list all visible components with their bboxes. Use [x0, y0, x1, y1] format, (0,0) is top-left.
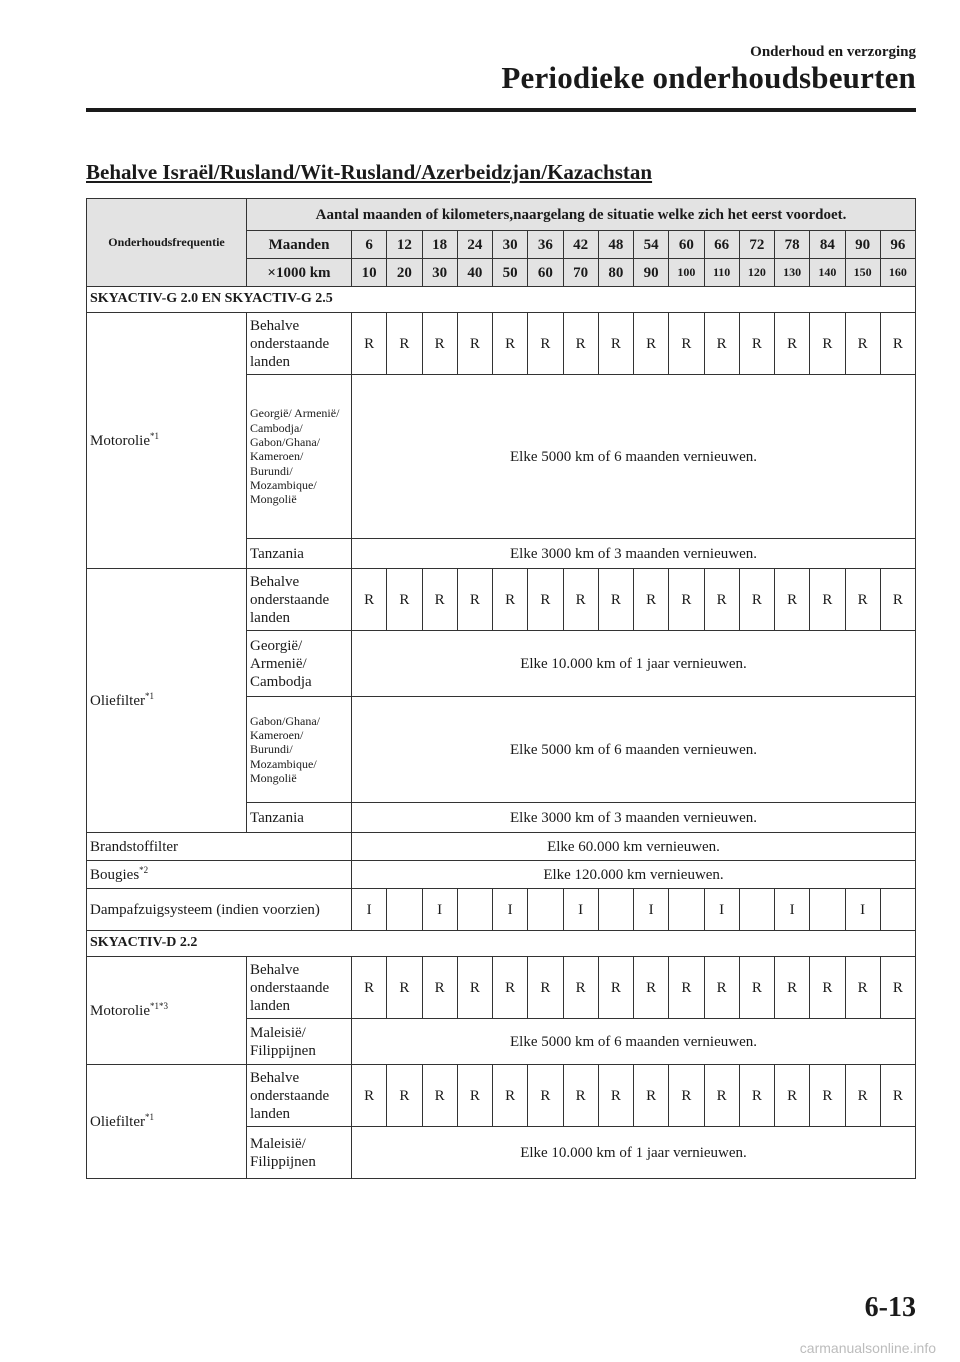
km-cell: 50: [493, 259, 528, 287]
replace-mark: R: [669, 313, 704, 375]
replace-mark: R: [704, 569, 739, 631]
region-maleisie: Maleisië/ Filippijnen: [247, 1019, 352, 1065]
replace-mark: R: [563, 569, 598, 631]
km-cell: 60: [528, 259, 563, 287]
month-cell: 42: [563, 231, 598, 259]
replace-mark: R: [775, 1065, 810, 1127]
interval-text: Elke 120.000 km vernieuwen.: [352, 861, 916, 889]
region-other-countries: Behalve onderstaande landen: [247, 957, 352, 1019]
replace-mark: R: [810, 569, 845, 631]
replace-mark: R: [845, 957, 880, 1019]
region-tanzania: Tanzania: [247, 539, 352, 569]
month-cell: 78: [775, 231, 810, 259]
month-cell: 90: [845, 231, 880, 259]
km-cell: 90: [634, 259, 669, 287]
replace-mark: R: [422, 957, 457, 1019]
interval-text: Elke 5000 km of 6 maanden vernieuwen.: [352, 1019, 916, 1065]
km-cell: 140: [810, 259, 845, 287]
replace-mark: R: [810, 1065, 845, 1127]
replace-mark: R: [352, 957, 387, 1019]
replace-mark: R: [422, 569, 457, 631]
month-cell: 12: [387, 231, 422, 259]
region-other-countries: Behalve onderstaande landen: [247, 1065, 352, 1127]
row-label-motorolie-diesel: Motorolie$^{*1*3}$: [87, 957, 247, 1065]
section-title: Behalve Israël/Rusland/Wit-Rusland/Azerbeidzjan/Kazachstan: [86, 160, 653, 184]
replace-mark: R: [528, 569, 563, 631]
replace-mark: R: [493, 313, 528, 375]
interval-text: Elke 60.000 km vernieuwen.: [352, 833, 916, 861]
replace-mark: R: [634, 1065, 669, 1127]
replace-mark: R: [387, 1065, 422, 1127]
row-label-oliefilter: Oliefilter$^{*1}$: [87, 569, 247, 833]
replace-mark: R: [563, 957, 598, 1019]
inspect-mark: I: [422, 889, 457, 931]
replace-mark: R: [880, 569, 915, 631]
replace-mark: R: [387, 569, 422, 631]
region-georgia-short: Georgië/ Armenië/ Cambodja: [247, 631, 352, 697]
replace-mark: R: [493, 1065, 528, 1127]
interval-text: Elke 5000 km of 6 maanden vernieuwen.: [352, 697, 916, 803]
inspect-mark: I: [563, 889, 598, 931]
replace-mark: R: [669, 569, 704, 631]
km-cell: 40: [457, 259, 492, 287]
replace-mark: R: [880, 957, 915, 1019]
replace-mark: R: [598, 957, 633, 1019]
watermark: carmanualsonline.info: [799, 1340, 936, 1356]
replace-mark: R: [704, 1065, 739, 1127]
replace-mark: R: [493, 569, 528, 631]
interval-text: Elke 5000 km of 6 maanden vernieuwen.: [352, 375, 916, 539]
interval-text: Elke 10.000 km of 1 jaar vernieuwen.: [352, 1127, 916, 1179]
month-cell: 48: [598, 231, 633, 259]
replace-mark: R: [669, 957, 704, 1019]
replace-mark: R: [598, 569, 633, 631]
empty-cell: [739, 889, 774, 931]
replace-mark: R: [845, 569, 880, 631]
inspect-mark: I: [352, 889, 387, 931]
month-cell: 30: [493, 231, 528, 259]
row-label-motorolie: Motorolie$^{*1}$: [87, 313, 247, 569]
inspect-mark: I: [634, 889, 669, 931]
replace-mark: R: [528, 957, 563, 1019]
replace-mark: R: [634, 957, 669, 1019]
interval-text: Elke 3000 km of 3 maanden vernieuwen.: [352, 803, 916, 833]
region-tanzania: Tanzania: [247, 803, 352, 833]
replace-mark: R: [352, 569, 387, 631]
row-label-oliefilter-diesel: Oliefilter$^{*1}$: [87, 1065, 247, 1179]
months-label: Maanden: [247, 231, 352, 259]
region-other-countries: Behalve onderstaande landen: [247, 313, 352, 375]
region-other-countries: Behalve onderstaande landen: [247, 569, 352, 631]
replace-mark: R: [810, 313, 845, 375]
replace-mark: R: [845, 313, 880, 375]
section-skyactiv-g: SKYACTIV-G 2.0 EN SKYACTIV-G 2.5: [87, 287, 916, 313]
replace-mark: R: [880, 1065, 915, 1127]
month-cell: 18: [422, 231, 457, 259]
km-cell: 20: [387, 259, 422, 287]
replace-mark: R: [739, 313, 774, 375]
section-skyactiv-d: SKYACTIV-D 2.2: [87, 931, 916, 957]
interval-header: Aantal maanden of kilometers,naargelang de situatie welke zich het eerst voordoet.: [247, 199, 916, 231]
km-cell: 120: [739, 259, 774, 287]
replace-mark: R: [387, 957, 422, 1019]
replace-mark: R: [775, 569, 810, 631]
row-label-bougies: Bougies$^{*2}$: [87, 861, 352, 889]
replace-mark: R: [598, 1065, 633, 1127]
inspect-mark: I: [704, 889, 739, 931]
replace-mark: R: [634, 569, 669, 631]
frequency-header: Onderhoudsfrequentie: [87, 199, 247, 287]
replace-mark: R: [669, 1065, 704, 1127]
km-cell: 130: [775, 259, 810, 287]
km-cell: 110: [704, 259, 739, 287]
replace-mark: R: [739, 957, 774, 1019]
empty-cell: [528, 889, 563, 931]
km-cell: 100: [669, 259, 704, 287]
interval-text: Elke 10.000 km of 1 jaar vernieuwen.: [352, 631, 916, 697]
replace-mark: R: [387, 313, 422, 375]
replace-mark: R: [739, 1065, 774, 1127]
replace-mark: R: [563, 313, 598, 375]
month-cell: 36: [528, 231, 563, 259]
region-georgia-group: Georgië/ Armenië/ Cambodja/ Gabon/Ghana/ Kameroen/ Burundi/ Mozambique/ Mongolië: [247, 375, 352, 539]
km-cell: 70: [563, 259, 598, 287]
km-cell: 160: [880, 259, 915, 287]
month-cell: 84: [810, 231, 845, 259]
month-cell: 72: [739, 231, 774, 259]
empty-cell: [669, 889, 704, 931]
region-gabon-group: Gabon/Ghana/ Kameroen/ Burundi/ Mozambique/ Mongolië: [247, 697, 352, 803]
region-maleisie: Maleisië/ Filippijnen: [247, 1127, 352, 1179]
replace-mark: R: [457, 957, 492, 1019]
replace-mark: R: [704, 313, 739, 375]
month-cell: 60: [669, 231, 704, 259]
replace-mark: R: [528, 313, 563, 375]
empty-cell: [810, 889, 845, 931]
replace-mark: R: [352, 1065, 387, 1127]
empty-cell: [880, 889, 915, 931]
empty-cell: [387, 889, 422, 931]
replace-mark: R: [845, 1065, 880, 1127]
replace-mark: R: [493, 957, 528, 1019]
replace-mark: R: [598, 313, 633, 375]
month-cell: 6: [352, 231, 387, 259]
replace-mark: R: [528, 1065, 563, 1127]
inspect-mark: I: [493, 889, 528, 931]
row-label-brandstoffilter: Brandstoffilter: [87, 833, 352, 861]
inspect-mark: I: [775, 889, 810, 931]
replace-mark: R: [810, 957, 845, 1019]
page-title: Periodieke onderhoudsbeurten: [501, 60, 916, 95]
month-cell: 66: [704, 231, 739, 259]
replace-mark: R: [739, 569, 774, 631]
month-cell: 24: [457, 231, 492, 259]
header-rule: [86, 108, 916, 112]
replace-mark: R: [563, 1065, 598, 1127]
replace-mark: R: [775, 957, 810, 1019]
inspect-mark: I: [845, 889, 880, 931]
replace-mark: R: [352, 313, 387, 375]
empty-cell: [457, 889, 492, 931]
replace-mark: R: [775, 313, 810, 375]
km-label: ×1000 km: [247, 259, 352, 287]
chapter-label: Onderhoud en verzorging: [750, 44, 916, 60]
month-cell: 96: [880, 231, 915, 259]
replace-mark: R: [880, 313, 915, 375]
replace-mark: R: [634, 313, 669, 375]
empty-cell: [598, 889, 633, 931]
month-cell: 54: [634, 231, 669, 259]
replace-mark: R: [422, 1065, 457, 1127]
km-cell: 80: [598, 259, 633, 287]
page-number: 6-13: [864, 1292, 916, 1323]
maintenance-schedule-table: [86, 198, 916, 1179]
replace-mark: R: [422, 313, 457, 375]
replace-mark: R: [704, 957, 739, 1019]
row-label-dampafzuigsysteem: Dampafzuigsysteem (indien voorzien): [87, 889, 352, 931]
km-cell: 10: [352, 259, 387, 287]
replace-mark: R: [457, 569, 492, 631]
replace-mark: R: [457, 313, 492, 375]
km-cell: 30: [422, 259, 457, 287]
replace-mark: R: [457, 1065, 492, 1127]
km-cell: 150: [845, 259, 880, 287]
interval-text: Elke 3000 km of 3 maanden vernieuwen.: [352, 539, 916, 569]
